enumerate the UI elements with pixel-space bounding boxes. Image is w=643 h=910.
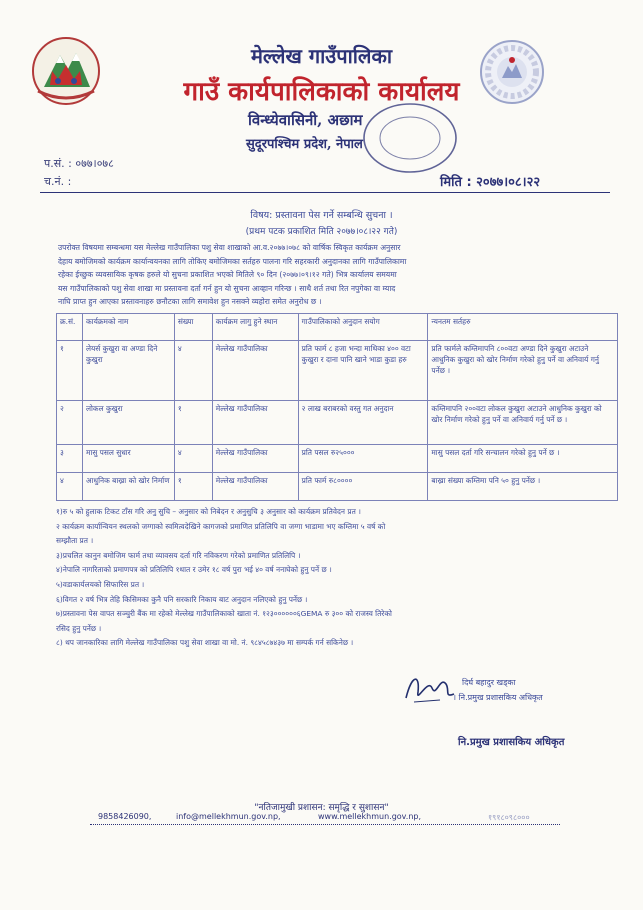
table-cell: ४ [57, 473, 83, 501]
table-row [57, 445, 618, 473]
office-stamp-icon [330, 100, 460, 176]
reference-number: प.सं. : ०७७।०७८ [44, 157, 114, 170]
list-item: रसिद हुनु पर्नेछ । [56, 623, 102, 633]
column-header: संख्या [174, 314, 212, 341]
footer-divider [90, 824, 560, 826]
paragraph-line: उपरोक्त विषयमा सम्बन्धमा यस मेल्लेख गाउँपालिका पशु सेवा शाखाको आ.व.२०७७।०७८ को वार्षिक स्विकृत कार्यक्रम अनुसार [58, 243, 401, 252]
table-cell: लेयर्स कुखुरा वा अण्डा दिने कुखुरा [82, 341, 174, 401]
footer-email: info@mellekhmun.gov.np, [176, 812, 281, 821]
notice-paragraph [58, 241, 618, 309]
notice-subject: विषय: प्रस्तावना पेस गर्ने सम्बन्धि सुचना । [250, 210, 393, 221]
table-cell: प्रति पसल रु२५००० [298, 445, 428, 473]
letter-date: मिति : २०७७।०८।२२ [440, 175, 541, 190]
list-item: सम्झौता प्रत । [56, 536, 94, 546]
office-name: मेल्लेख गाउँपालिका [250, 44, 393, 68]
column-header: गाउँपालिकाको अनुदान सयोग [298, 314, 428, 341]
handwritten-signature [400, 668, 460, 708]
header-divider [40, 192, 610, 193]
footer-website: www.mellekhmun.gov.np, [318, 812, 422, 821]
table-row [57, 473, 618, 501]
table-cell: १ [174, 473, 212, 501]
table-cell: बाख्रा संख्या कम्तिमा पनि ५० हुनु पर्नेछ । [428, 473, 618, 501]
table-cell: मासु पसल सुधार [82, 445, 174, 473]
table-cell: ४ [174, 445, 212, 473]
column-header: न्यनतम सर्तहरु [428, 314, 618, 341]
table-row [57, 341, 618, 401]
table-header-row [57, 314, 618, 341]
list-item: ७)प्रस्तावना पेस वापत सञ्चुरी बैंक मा रहेको मेल्लेख गाउँपालिकाको खाता नं. १२३००००००६GEMA रु ३०० को राजस्व तिरेको [56, 609, 392, 619]
office-title: गाउँ कार्यपालिकाको कार्यालय [183, 77, 460, 107]
paragraph-line: रहेका ईच्छुक व्यवसायिक कृषक हरुले यो सुचना प्रकाशित भएको मितिले ९० दिन (२०७७।०९।१२ गते) भित्र कार्यालय समयमा [58, 270, 397, 280]
table-cell: लोकल कुखुरा [82, 401, 174, 445]
table-cell: १ [174, 401, 212, 445]
list-item: ४)नेपालि नागरिताको प्रमाणपत्र को प्रतिलिपि १थात र उमेर १८ वर्ष पुरा भई ४० वर्ष ननाघेको हुनु पर्ने छ । [56, 565, 332, 575]
footer-motto: "नतिजामुखी प्रशासन: समृद्धि र सुशासन" [254, 803, 389, 813]
table-cell: २ [57, 401, 83, 445]
list-item: २ कार्यक्रम कार्यान्वियन स्थलको जग्गाको स्वमित्वदेखिने कागजको प्रमाणित प्रतिलिपि वा जग्गा भाडामा भए कम्तिमा ५ वर्ष को [56, 521, 386, 531]
list-item: ३)प्रचलित कानुन बमोजिम फार्म तथा व्यावसय दर्ता गरि नविकरण गरेको प्रमाणित प्रतिलिपि । [56, 550, 301, 560]
table-cell: प्रति फार्म ८ हजा भन्दा माथिका ४०० वटा कुखुरा र दाना पानि खाने भाडा कुडा हरु [298, 341, 428, 401]
table-cell: २ लाख बराबरको वस्तु गत अनुदान [298, 401, 428, 445]
footer-phone: 9858426090, [98, 812, 152, 821]
office-province: सुदूरपश्चिम प्रदेश, नेपाल [246, 137, 363, 152]
paragraph-line: यस गाउँपालिकाको पशु सेवा शाखा मा प्रस्तावना दर्ता गर्न हुन यो सुचना आव्हान गरिन्छ । साथै शर्त तथा रित नपुगेका वा म्याद [58, 283, 396, 293]
paragraph-line: नाघि प्राप्त हुन आएका प्रस्तावनाहरु छनौटका लागि समावेश हुन नसक्ने व्यहोरा समेत अनुरोध छ । [58, 297, 322, 307]
table-cell: १ [57, 341, 83, 401]
office-address: विन्ध्येवासिनी, अछाम [248, 111, 363, 129]
list-item: ६)विगत २ वर्ष भित्र तेहि किसिमका कुनै पनि सरकारि निकाय बाट अनुदान नलिएको हुनु पर्नेछ । [56, 594, 308, 604]
table-cell: कम्तिमापनि २००वटा लोकल कुखुरा अटाउने आधुनिक कुखुरा को खोर निर्माण गरेको हुनु पर्ने वा अनिवार्य गर्नु पर्ने छ । [428, 401, 618, 445]
table-cell: आधुनिक बाख्रा को खोर निर्माण [82, 473, 174, 501]
table-cell: ४ [174, 341, 212, 401]
table-row [57, 401, 618, 445]
table-cell: प्रति फार्मले कम्तिमापनि ८००वटा अण्डा दिने कुखुरा अटाउने आधुनिक कुखुरा को खोर निर्माण गरेको हुनु पर्ने वा अनिवार्य गर्नु पर्नेछ । [428, 341, 618, 401]
column-header: कार्यक्रम लागु हुने स्थान [212, 314, 298, 341]
table-cell: मेल्लेख गाउँपालिका [212, 401, 298, 445]
list-item: ५)वडाकार्यलयको सिफारिस प्रत । [56, 579, 145, 589]
signatory-title: नि.प्रमुख प्रशासकिय अधिकृत [458, 737, 565, 748]
program-table [56, 313, 618, 501]
list-item: १)रु ५ को हुलाक टिकट टाँस गरि अनु सुचि – अनुसार को निबेदन र अनुसुचि ३ अनुसार को कार्यक्रम प्रतिवेदन प्रत । [56, 507, 361, 516]
footer-code: १९१८०९८००० [488, 813, 530, 822]
paragraph-line: देहाय बमोजिमको कार्यक्रम कार्यान्वयनका लागि तोकिए बमोजिमका सर्तहरु पालना गरि सहरकारी अनुदानका लागि गाउँपालिकामा [58, 256, 407, 266]
table-cell: ३ [57, 445, 83, 473]
notice-published-date: (प्रथम पटक प्रकाशित मिति २०७७।०८।२२ गते) [245, 227, 398, 237]
table-cell: मासु पसल दर्ता गरि सन्चालन गरेको हुनु पर्ने छ । [428, 445, 618, 473]
table-cell: प्रति फार्म रु८०००० [298, 473, 428, 501]
table-cell: मेल्लेख गाउँपालिका [212, 473, 298, 501]
table-cell: मेल्लेख गाउँपालिका [212, 341, 298, 401]
table-cell: मेल्लेख गाउँपालिका [212, 445, 298, 473]
list-item: ८) थप जानकारिका लागि मेल्लेख गाउँपालिका पशु सेवा शाखा वा मो. नं. ९८४५८७४३७ मा सम्पर्क गर्न सकिनेछ । [56, 638, 354, 648]
dispatch-number: च.नं. : [44, 175, 72, 188]
signatory-title-line: । नि.प्रमुख प्रशासकिय अधिकृत [453, 693, 543, 702]
column-header: क्र.सं. [57, 314, 83, 341]
column-header: कार्यक्रमको नाम [82, 314, 174, 341]
requirements-list [56, 505, 621, 651]
signatory-name: दिर्घ बहादुर खड्का [462, 678, 516, 687]
